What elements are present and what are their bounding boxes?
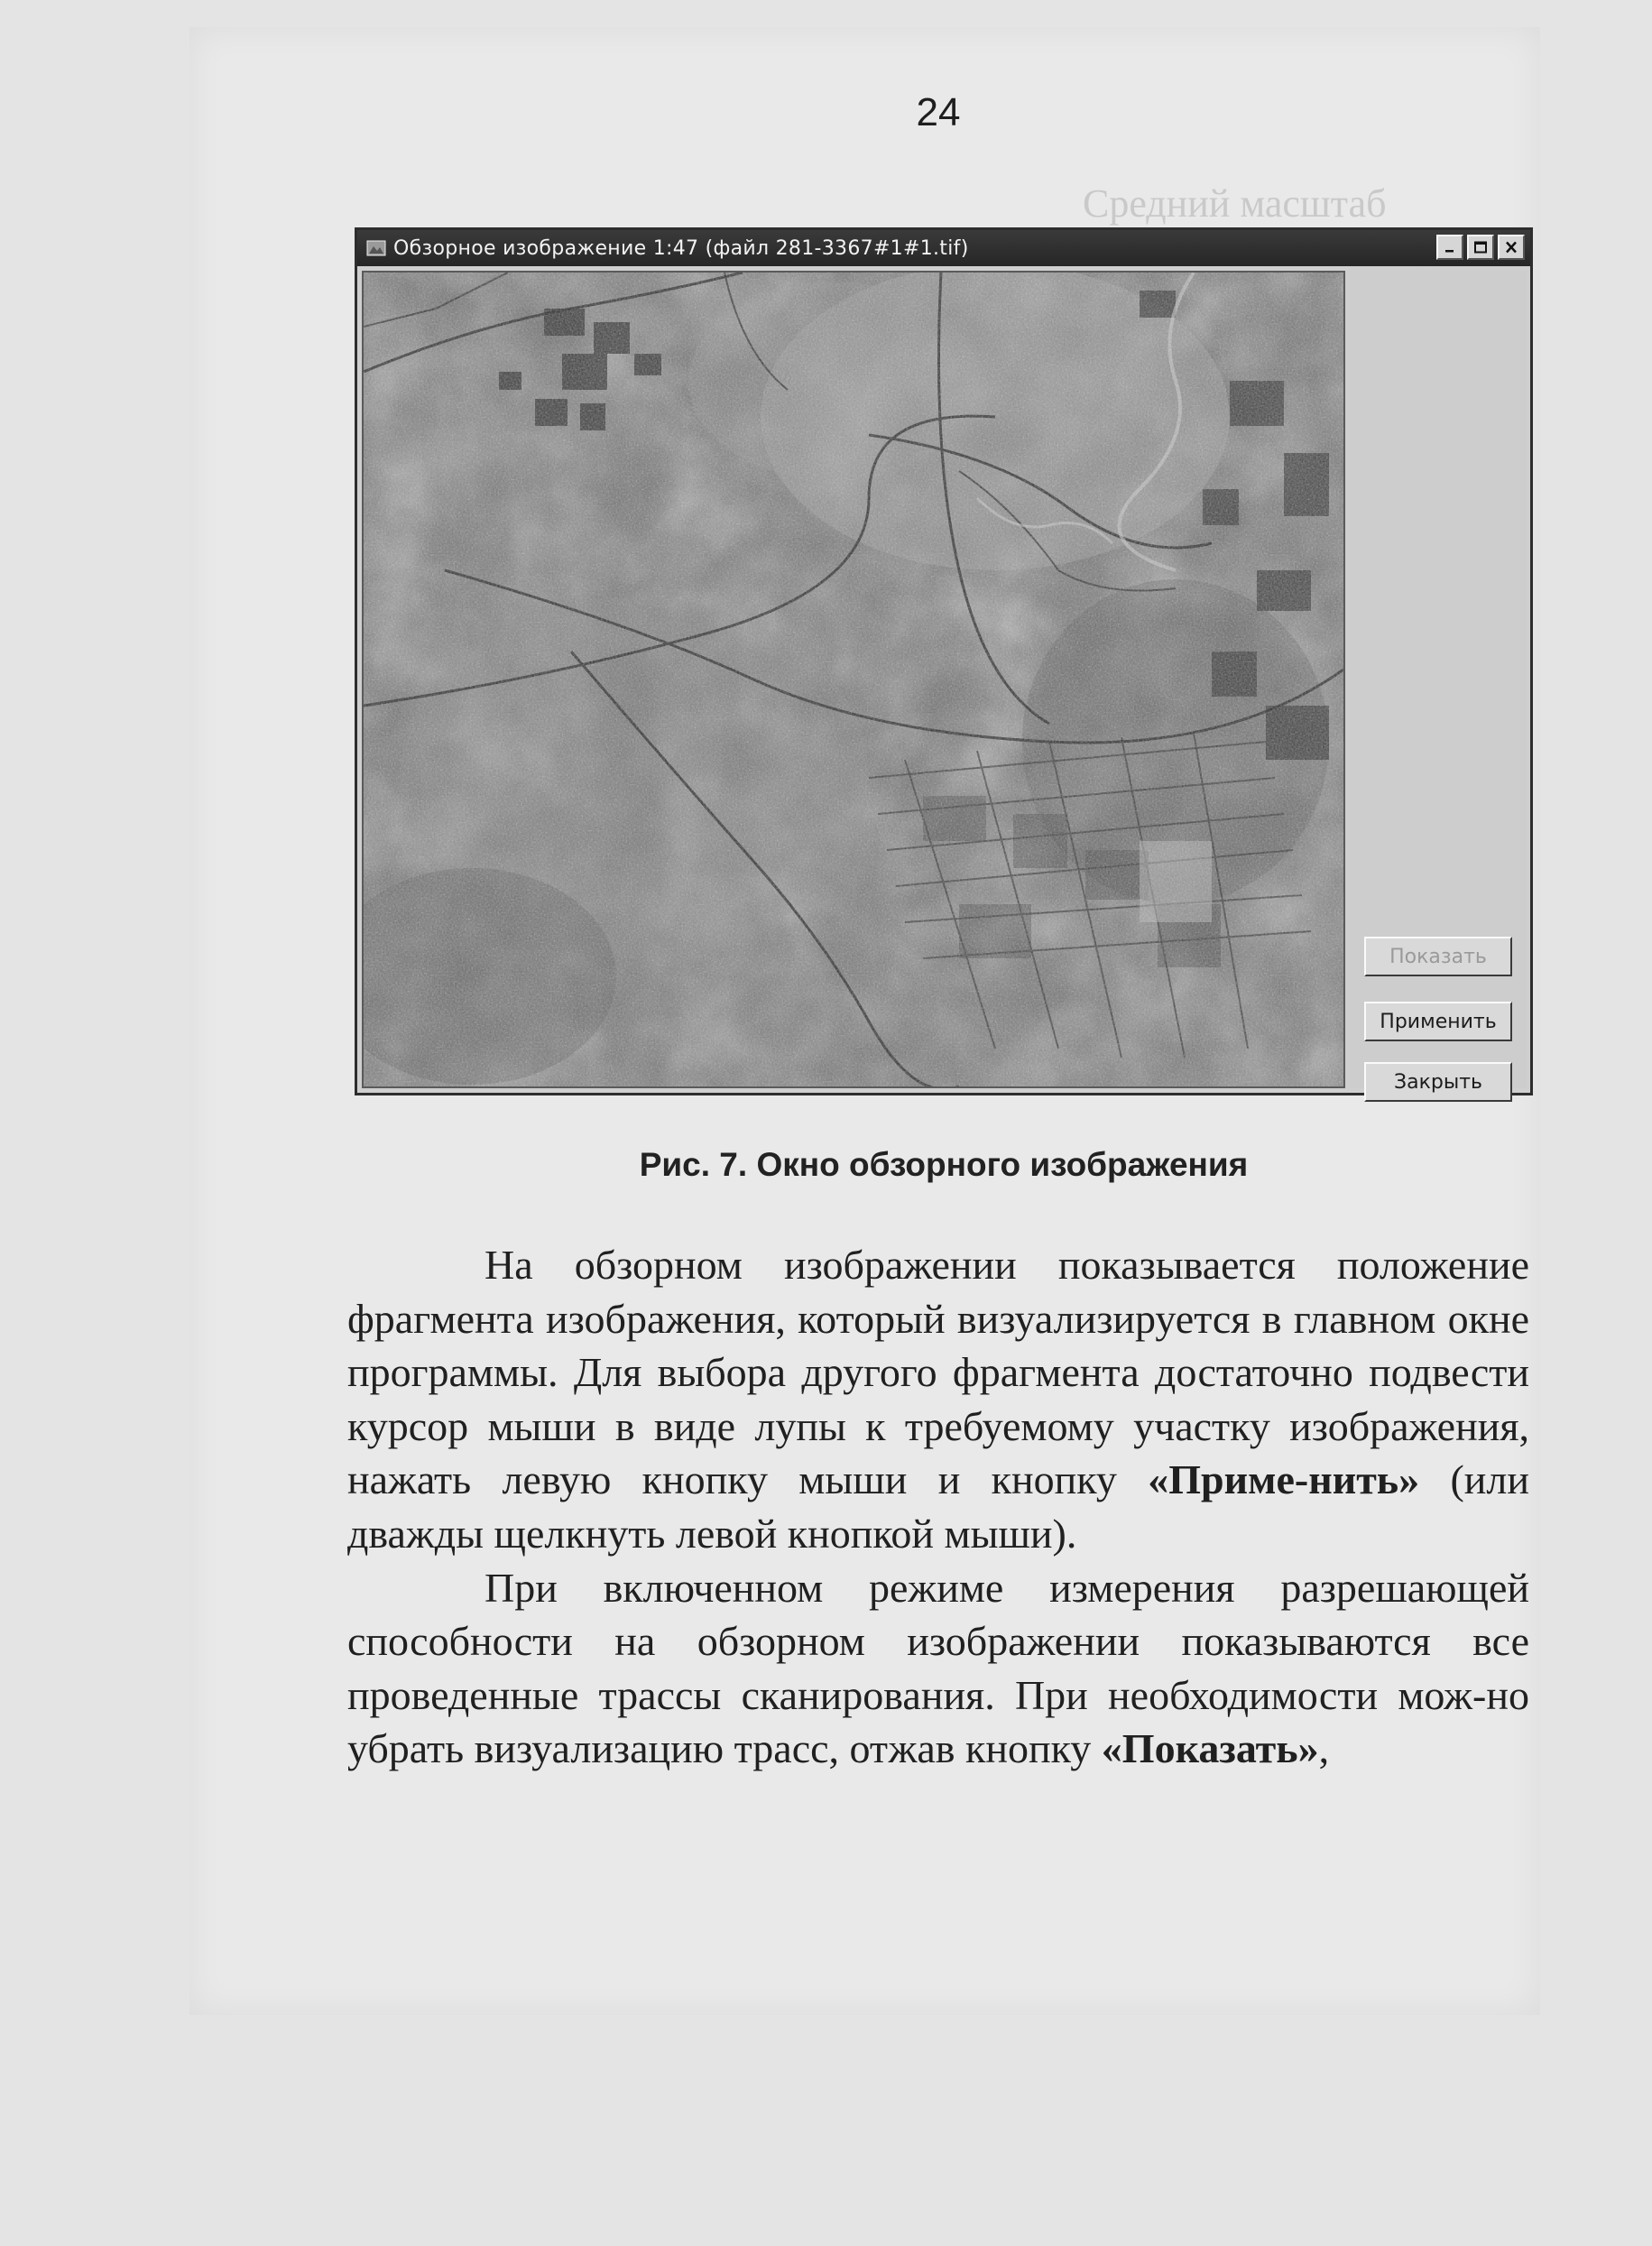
control-panel (1350, 271, 1527, 1094)
maximize-icon (1473, 241, 1488, 254)
paragraph-text: При включенном режиме измерения разрешающей способности на обзорном изображении показываются все проведенные трассы сканирования. При необходимости мож-но убрать визуализацию трасс, отжав кнопку (347, 1564, 1529, 1772)
overview-window (355, 227, 1533, 1095)
paragraph (347, 1561, 1529, 1776)
paragraph-text: На обзорном изображении показывается положение фрагмента изображения, который визуализируется в главном окне программы. Для выбора другого фрагмента достаточно подвести курсор мыши в виде лупы к требуемому участку изображения, нажать левую кнопку мыши и кнопку (347, 1242, 1529, 1503)
app-icon (365, 237, 388, 259)
close-window-button[interactable]: Закрыть (1364, 1062, 1512, 1102)
close-button[interactable] (1498, 235, 1525, 260)
window-controls (1436, 235, 1525, 260)
window-title: Обзорное изображение 1:47 (файл 281-3367#1#1.tif) (393, 236, 969, 260)
minimize-icon (1443, 241, 1457, 254)
paragraph-tail: (или дважды щелкнуть левой кнопкой мыши). (347, 1456, 1529, 1557)
overview-image[interactable] (362, 271, 1345, 1088)
minimize-button[interactable] (1436, 235, 1463, 260)
bold-term-apply: «Приме-нить» (1148, 1456, 1420, 1503)
apply-button[interactable]: Применить (1364, 1002, 1512, 1041)
page-number: 24 (916, 90, 961, 134)
body-text (347, 1238, 1529, 1776)
show-button[interactable]: Показать (1364, 937, 1512, 976)
paragraph-tail: , (1318, 1725, 1330, 1772)
close-icon (1504, 241, 1518, 254)
bold-term-show: «Показать» (1101, 1725, 1319, 1772)
maximize-button[interactable] (1467, 235, 1494, 260)
figure-caption: Рис. 7. Окно обзорного изображения (639, 1146, 1249, 1183)
bleed-through-text: Средний масштаб (1083, 181, 1387, 226)
satellite-image[interactable] (364, 273, 1343, 1086)
paragraph (347, 1238, 1529, 1561)
window-titlebar[interactable] (357, 230, 1530, 266)
